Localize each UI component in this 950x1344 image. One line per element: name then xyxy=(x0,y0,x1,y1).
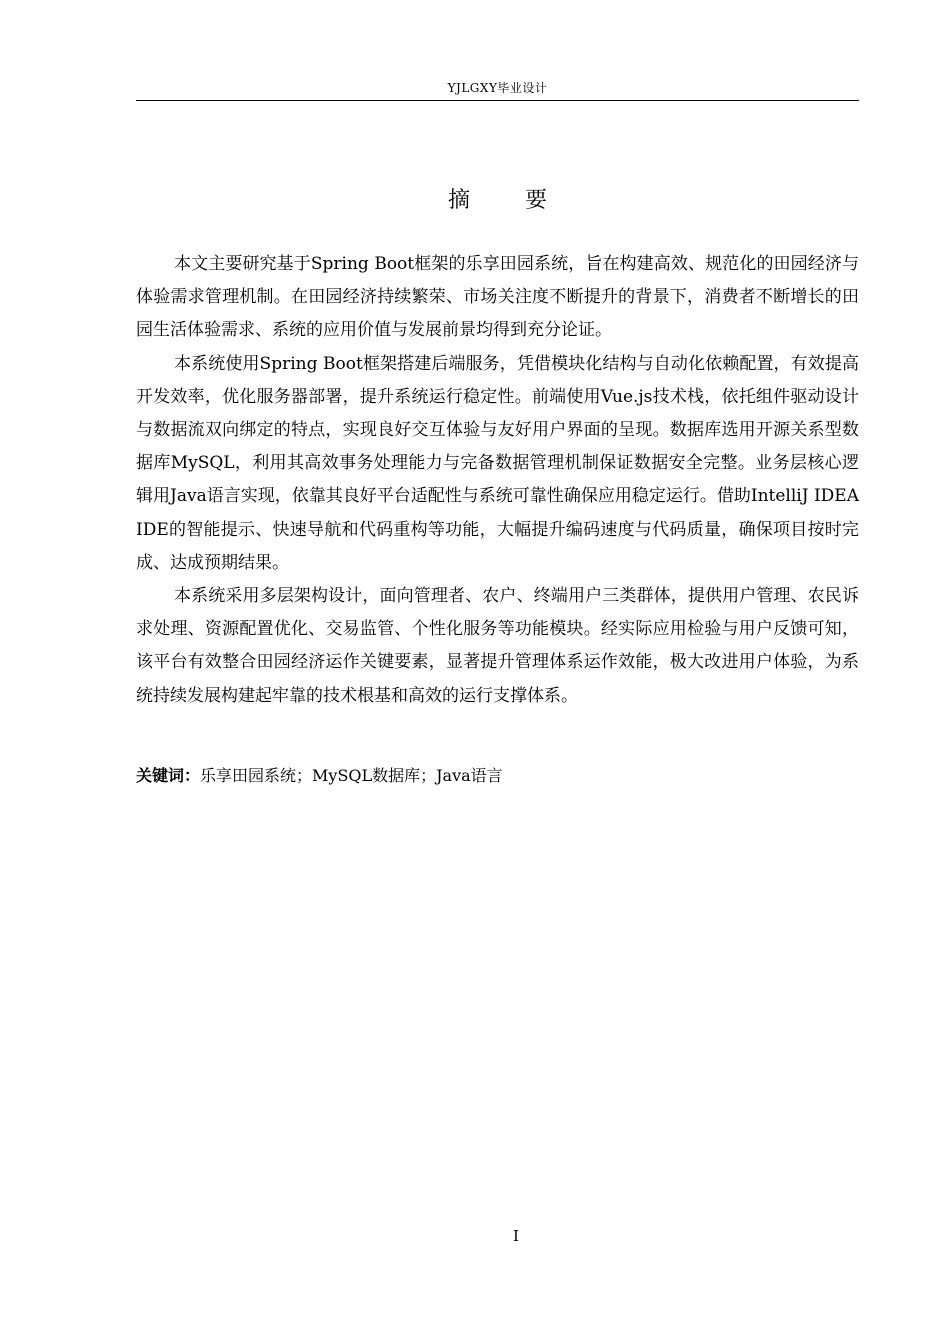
keywords-label: 关键词： xyxy=(136,766,201,785)
abstract-paragraph-3: 本系统采用多层架构设计，面向管理者、农户、终端用户三类群体，提供用户管理、农民诉求处理、资源配置优化、交易监管、个性化服务等功能模块。经实际应用检验与用户反馈可知，该平台有效整合田园经济运作关键要素，显著提升管理体系运作效能，极大改进用户体验，为系统持续发展构建起牢靠的技术根基和高效的运行支撑体系。 xyxy=(136,586,859,706)
page-number: I xyxy=(513,1227,519,1245)
abstract-paragraph-2: 本系统使用Spring Boot框架搭建后端服务，凭借模块化结构与自动化依赖配置，有效提高开发效率，优化服务器部署，提升系统运行稳定性。前端使用Vue.js技术栈，依托组件驱动设计与数据流双向绑定的特点，实现良好交互体验与友好用户界面的呈现。数据库选用开源关系型数据库MySQL，利用其高效事务处理能力与完备数据管理机制保证数据安全完整。业务层核心逻辑用Java语言实现，依靠其良好平台适配性与系统可靠性确保应用稳定运行。借助IntelliJ IDEA IDE的智能提示、快速导航和代码重构等功能，大幅提升编码速度与代码质量，确保项目按时完成、达成预期结果。 xyxy=(136,353,859,573)
keywords-text: 乐享田园系统；MySQL数据库；Java语言 xyxy=(200,766,503,785)
running-header: YJLGXY毕业设计 xyxy=(447,81,548,95)
abstract-title: 摘 要 xyxy=(448,188,571,213)
abstract-body xyxy=(136,248,859,713)
abstract-paragraph-1: 本文主要研究基于Spring Boot框架的乐享田园系统，旨在构建高效、规范化的田园经济与体验需求管理机制。在田园经济持续繁荣、市场关注度不断提升的背景下，消费者不断增长的田园生活体验需求、系统的应用价值与发展前景均得到充分论证。 xyxy=(136,254,859,341)
header-rule xyxy=(136,100,859,101)
keywords-line xyxy=(136,760,859,792)
